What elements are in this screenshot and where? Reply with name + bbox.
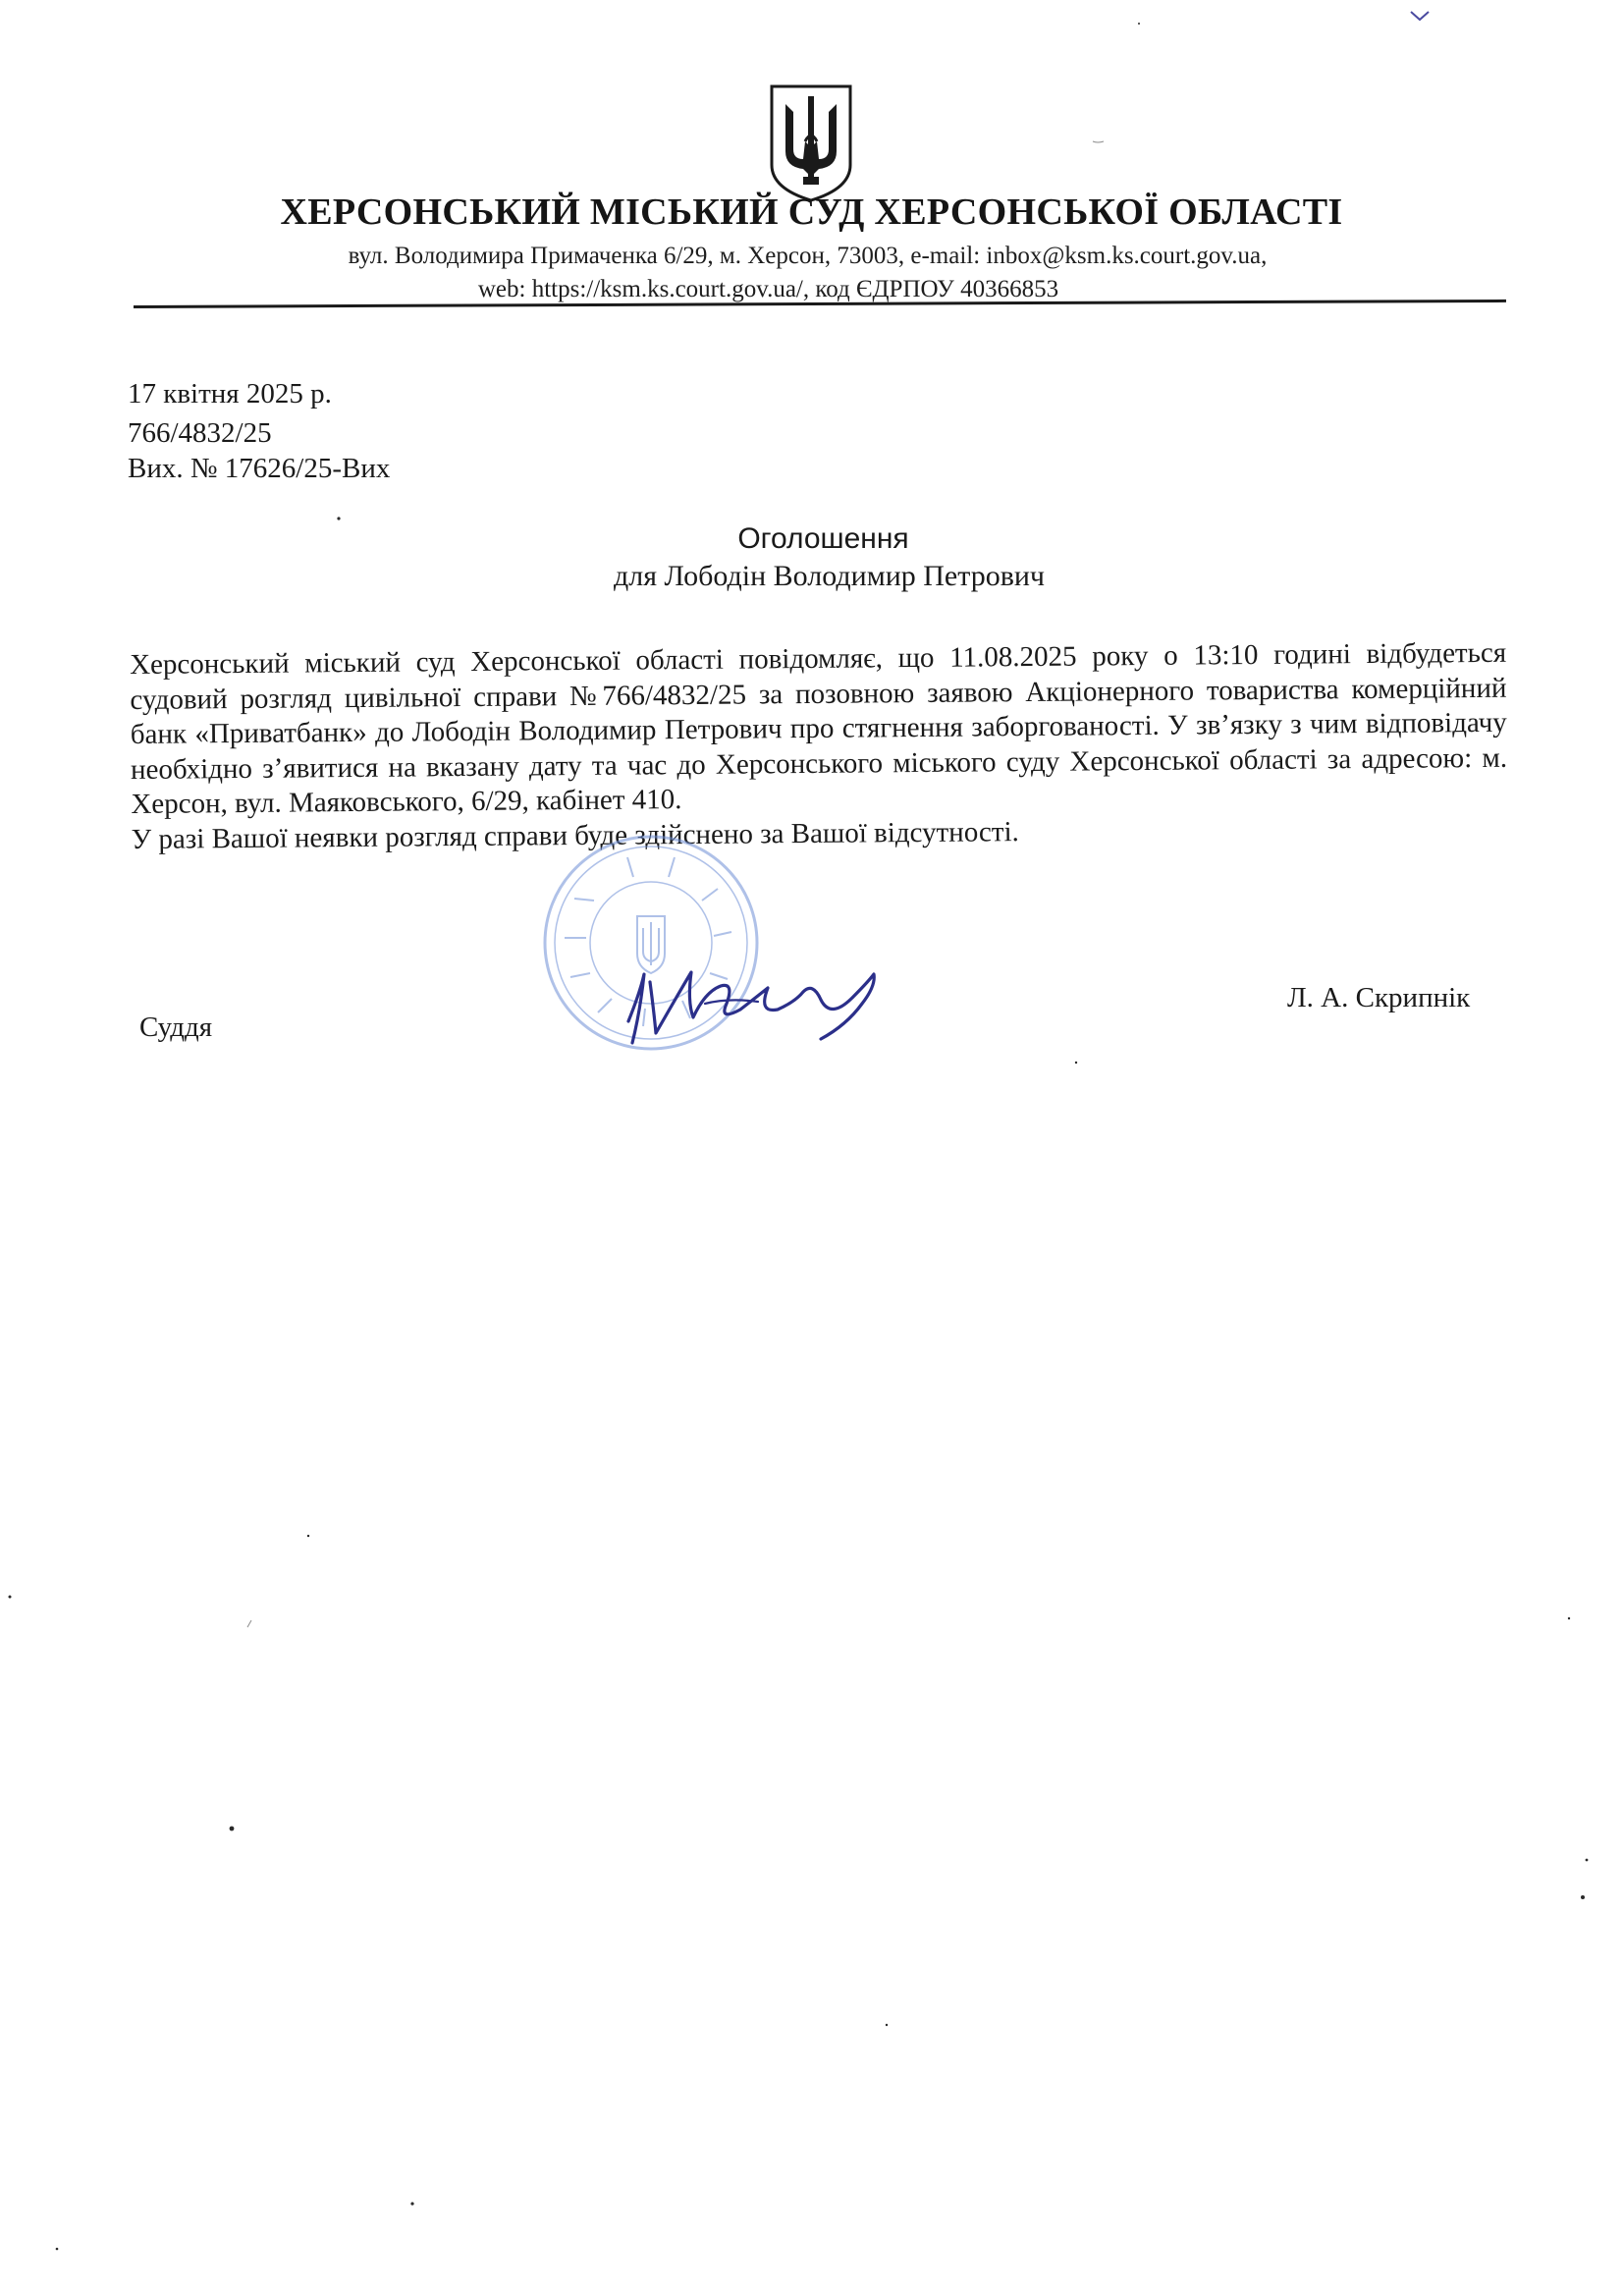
notice-title: Оголошення <box>737 522 909 555</box>
notice-addressee: для Лободін Володимир Петрович <box>613 560 1046 592</box>
judge-name: Л. А. Скрипнік <box>1287 982 1471 1013</box>
document-date: 17 квітня 2025 р. <box>128 378 332 410</box>
outgoing-number: Вих. № 17626/25-Вих <box>128 453 391 484</box>
court-name-heading: ХЕРСОНСЬКИЙ МІСЬКИЙ СУД ХЕРСОНСЬКОЇ ОБЛАСТІ <box>280 191 1343 233</box>
case-number: 766/4832/25 <box>128 417 272 449</box>
judge-role: Суддя <box>139 1011 213 1043</box>
notice-paragraph-absence: У разі Вашої неявки розгляд справи буде здійснено за Вашої відсутності. <box>131 815 1019 855</box>
handwritten-signature <box>611 953 905 1051</box>
court-web-line: web: https://ksm.ks.court.gov.ua/, код ЄДРПОУ 40366853 <box>477 276 1059 302</box>
court-address-line: вул. Володимира Примаченка 6/29, м. Херсон, 73003, e-mail: inbox@ksm.ks.court.gov.ua, <box>348 243 1268 269</box>
notice-body <box>130 636 1508 857</box>
notice-paragraph: Херсонський міський суд Херсонської області повідомляє, що 11.08.2025 року о 13:10 годині відбудеться судовий розгляд цивільної справи №766/4832/25 за позовною заявою Акціонерного товариства комерційний банк «Приватбанк» до Лободін Володимир Петрович про стягнення заборгованості. У зв’язку з чим відповідачу необхідно з’явитися на вказану дату та час до Херсонського міського суду Херсонської області за адресою: м. Херсон, вул. Маяковського, 6/29, кабінет 410. <box>130 636 1508 820</box>
trident-coat-of-arms-icon <box>766 82 856 204</box>
